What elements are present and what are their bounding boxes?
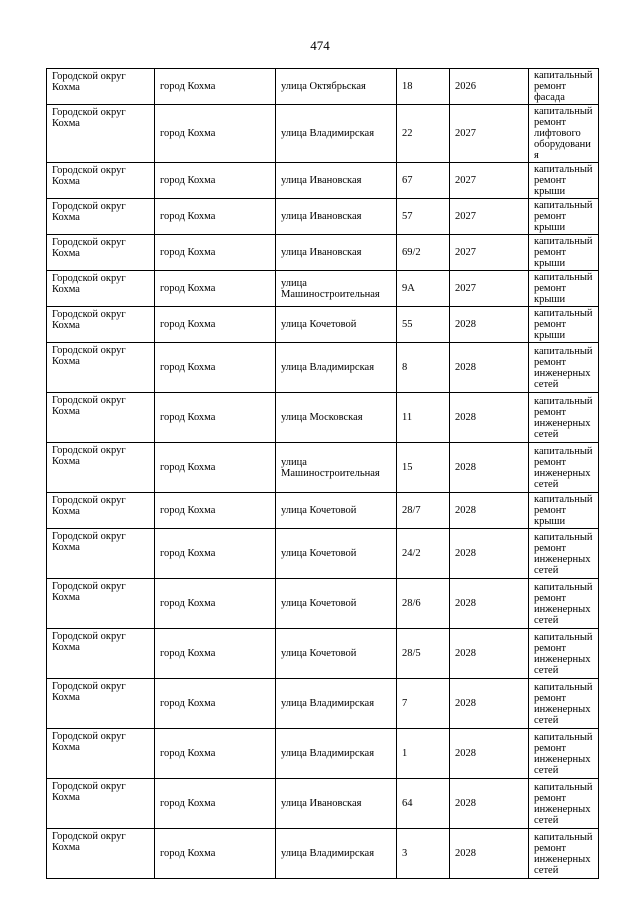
year-cell: 2028 [450,679,529,729]
table-row [47,629,599,679]
house-number-cell: 28/6 [397,579,450,629]
street-cell: улица Владимирская [276,829,397,879]
year-cell: 2027 [450,235,529,271]
street-cell: улица Кочетовой [276,493,397,529]
municipality-cell: Городской округ Кохма [47,393,155,443]
work-type-cell: капитальный ремонт инженерных сетей [529,629,599,679]
municipality-cell: Городской округ Кохма [47,307,155,343]
table-row [47,679,599,729]
table-row [47,343,599,393]
house-number-cell: 69/2 [397,235,450,271]
work-type-cell: капитальный ремонт инженерных сетей [529,779,599,829]
table-row [47,199,599,235]
year-cell: 2027 [450,163,529,199]
year-cell: 2027 [450,271,529,307]
house-number-cell: 57 [397,199,450,235]
year-cell: 2028 [450,629,529,679]
table-row [47,235,599,271]
table-body [47,69,599,879]
city-cell: город Кохма [155,393,276,443]
city-cell: город Кохма [155,629,276,679]
city-cell: город Кохма [155,779,276,829]
municipality-cell: Городской округ Кохма [47,235,155,271]
table-row [47,307,599,343]
work-type-cell: капитальный ремонт лифтового оборудования [529,105,599,163]
municipality-cell: Городской округ Кохма [47,163,155,199]
work-type-cell: капитальный ремонт инженерных сетей [529,393,599,443]
house-number-cell: 3 [397,829,450,879]
city-cell: город Кохма [155,679,276,729]
repair-schedule-table [46,68,599,879]
work-type-cell: капитальный ремонт крыши [529,307,599,343]
street-cell: улица Ивановская [276,163,397,199]
municipality-cell: Городской округ Кохма [47,779,155,829]
city-cell: город Кохма [155,199,276,235]
work-type-cell: капитальный ремонт крыши [529,235,599,271]
work-type-cell: капитальный ремонт инженерных сетей [529,829,599,879]
year-cell: 2028 [450,579,529,629]
table-row [47,105,599,163]
year-cell: 2028 [450,729,529,779]
house-number-cell: 1 [397,729,450,779]
year-cell: 2028 [450,307,529,343]
city-cell: город Кохма [155,729,276,779]
year-cell: 2028 [450,493,529,529]
city-cell: город Кохма [155,163,276,199]
house-number-cell: 7 [397,679,450,729]
year-cell: 2028 [450,393,529,443]
street-cell: улица Московская [276,393,397,443]
table-row [47,729,599,779]
table-row [47,393,599,443]
year-cell: 2028 [450,443,529,493]
street-cell: улица Владимирская [276,729,397,779]
work-type-cell: капитальный ремонт инженерных сетей [529,579,599,629]
street-cell: улица Кочетовой [276,529,397,579]
street-cell: улица Кочетовой [276,629,397,679]
work-type-cell: капитальный ремонт крыши [529,493,599,529]
house-number-cell: 15 [397,443,450,493]
table-row [47,779,599,829]
year-cell: 2028 [450,343,529,393]
year-cell: 2028 [450,829,529,879]
house-number-cell: 9А [397,271,450,307]
work-type-cell: капитальный ремонт инженерных сетей [529,343,599,393]
street-cell: улица Октябрьская [276,69,397,105]
year-cell: 2028 [450,779,529,829]
municipality-cell: Городской округ Кохма [47,629,155,679]
street-cell: улица Ивановская [276,779,397,829]
work-type-cell: капитальный ремонт инженерных сетей [529,679,599,729]
table-row [47,163,599,199]
city-cell: город Кохма [155,235,276,271]
year-cell: 2027 [450,105,529,163]
year-cell: 2026 [450,69,529,105]
municipality-cell: Городской округ Кохма [47,679,155,729]
year-cell: 2027 [450,199,529,235]
work-type-cell: капитальный ремонт инженерных сетей [529,443,599,493]
municipality-cell: Городской округ Кохма [47,579,155,629]
work-type-cell: капитальный ремонт крыши [529,163,599,199]
work-type-cell: капитальный ремонт фасада [529,69,599,105]
house-number-cell: 11 [397,393,450,443]
house-number-cell: 8 [397,343,450,393]
city-cell: город Кохма [155,493,276,529]
work-type-cell: капитальный ремонт инженерных сетей [529,529,599,579]
table-row [47,443,599,493]
city-cell: город Кохма [155,829,276,879]
table-row [47,579,599,629]
street-cell: улица Машиностроительная [276,443,397,493]
city-cell: город Кохма [155,579,276,629]
street-cell: улица Кочетовой [276,307,397,343]
table-row [47,271,599,307]
city-cell: город Кохма [155,105,276,163]
work-type-cell: капитальный ремонт крыши [529,271,599,307]
municipality-cell: Городской округ Кохма [47,69,155,105]
house-number-cell: 22 [397,105,450,163]
work-type-cell: капитальный ремонт крыши [529,199,599,235]
city-cell: город Кохма [155,529,276,579]
house-number-cell: 18 [397,69,450,105]
work-type-cell: капитальный ремонт инженерных сетей [529,729,599,779]
street-cell: улица Ивановская [276,199,397,235]
year-cell: 2028 [450,529,529,579]
page-number: 474 [310,38,330,53]
house-number-cell: 28/7 [397,493,450,529]
street-cell: улица Машиностроительная [276,271,397,307]
city-cell: город Кохма [155,69,276,105]
municipality-cell: Городской округ Кохма [47,443,155,493]
house-number-cell: 64 [397,779,450,829]
city-cell: город Кохма [155,307,276,343]
house-number-cell: 24/2 [397,529,450,579]
municipality-cell: Городской округ Кохма [47,343,155,393]
city-cell: город Кохма [155,443,276,493]
table-row [47,69,599,105]
municipality-cell: Городской округ Кохма [47,493,155,529]
municipality-cell: Городской округ Кохма [47,729,155,779]
table-row [47,529,599,579]
municipality-cell: Городской округ Кохма [47,271,155,307]
municipality-cell: Городской округ Кохма [47,105,155,163]
table-row [47,493,599,529]
city-cell: город Кохма [155,343,276,393]
street-cell: улица Кочетовой [276,579,397,629]
house-number-cell: 55 [397,307,450,343]
municipality-cell: Городской округ Кохма [47,529,155,579]
house-number-cell: 67 [397,163,450,199]
table-row [47,829,599,879]
municipality-cell: Городской округ Кохма [47,199,155,235]
street-cell: улица Владимирская [276,105,397,163]
municipality-cell: Городской округ Кохма [47,829,155,879]
house-number-cell: 28/5 [397,629,450,679]
street-cell: улица Ивановская [276,235,397,271]
street-cell: улица Владимирская [276,343,397,393]
city-cell: город Кохма [155,271,276,307]
street-cell: улица Владимирская [276,679,397,729]
